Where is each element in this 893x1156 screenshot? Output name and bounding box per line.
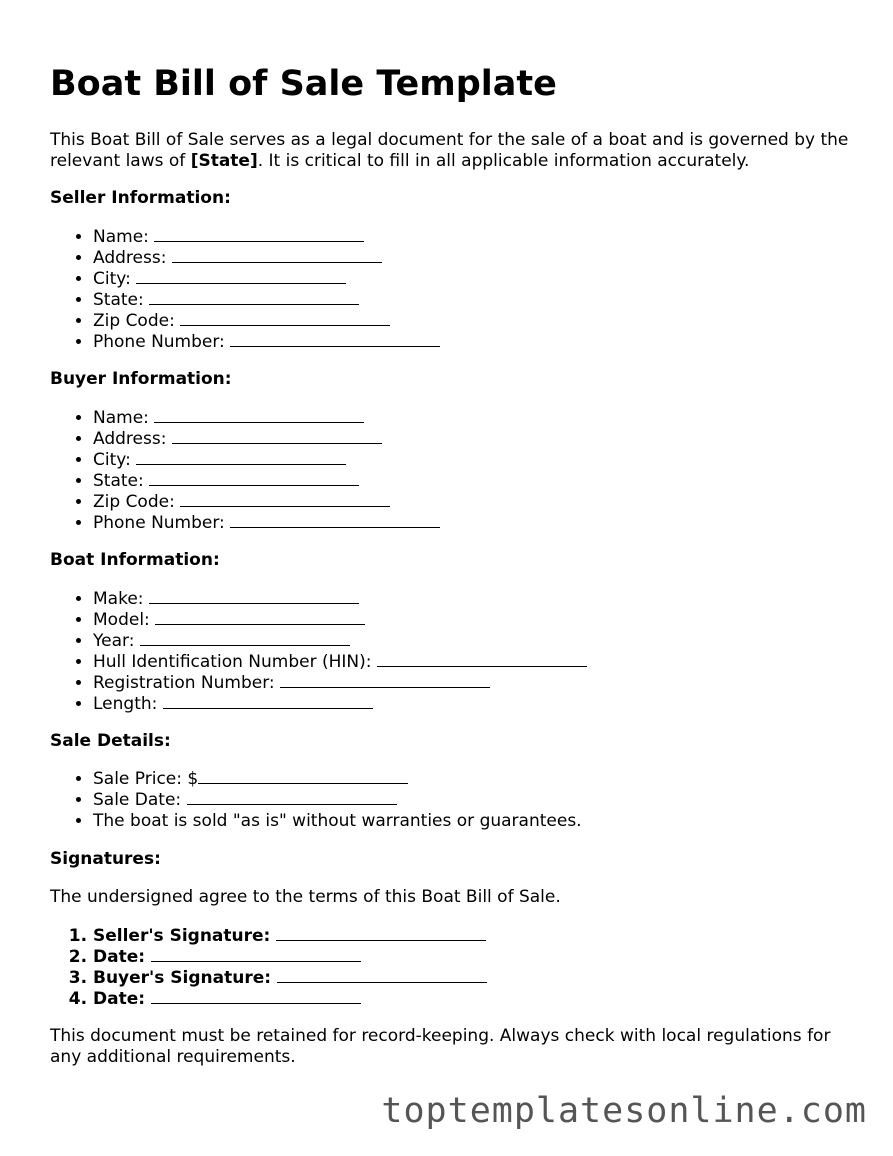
boat-model-item (93, 610, 587, 631)
field-label: Zip Code: (93, 492, 181, 512)
field-label: Make: (93, 589, 149, 609)
seller-city-blank[interactable] (136, 269, 346, 284)
seller-phone-blank[interactable] (230, 332, 440, 347)
sale-list (50, 769, 582, 832)
sale-date-item (93, 790, 582, 811)
footer-note: This document must be retained for record-keeping. Always check with local regulations for any additional requirements. (50, 1026, 831, 1067)
buyer-date-item (93, 989, 487, 1010)
intro-text-after: . It is critical to fill in all applicable information accurately. (257, 151, 750, 171)
field-label: Year: (93, 631, 140, 651)
buyer-state-blank[interactable] (149, 471, 359, 486)
seller-address-item (93, 248, 440, 269)
field-label: Name: (93, 227, 155, 247)
field-label: City: (93, 269, 137, 289)
buyer-name-item (93, 408, 440, 429)
seller-city-item (93, 269, 440, 290)
buyer-signature-blank[interactable] (277, 968, 487, 983)
page-title: Boat Bill of Sale Template (50, 64, 557, 104)
buyer-address-blank[interactable] (172, 429, 382, 444)
seller-name-blank[interactable] (154, 227, 364, 242)
sale-date-blank[interactable] (187, 790, 397, 805)
seller-zip-blank[interactable] (180, 311, 390, 326)
seller-signature-item (93, 926, 487, 947)
sale-list-wrapper (50, 769, 582, 832)
field-label: Sale Date: (93, 790, 187, 810)
field-label: Buyer's Signature: (93, 968, 277, 988)
boat-year-blank[interactable] (140, 631, 350, 646)
sale-price-blank[interactable] (198, 769, 408, 784)
seller-list (50, 227, 440, 353)
buyer-zip-item (93, 492, 440, 513)
intro-paragraph (50, 130, 850, 172)
buyer-phone-blank[interactable] (230, 513, 440, 528)
buyer-city-item (93, 450, 440, 471)
field-label: Seller's Signature: (93, 926, 277, 946)
boat-list (50, 589, 587, 715)
boat-heading: Boat Information: (50, 550, 220, 570)
buyer-list (50, 408, 440, 534)
field-label: Hull Identification Number (HIN): (93, 652, 377, 672)
field-label: Zip Code: (93, 311, 181, 331)
seller-date-blank[interactable] (151, 947, 361, 962)
buyer-signature-item (93, 968, 487, 989)
field-label: Length: (93, 694, 163, 714)
field-label: Name: (93, 408, 155, 428)
buyer-list-wrapper (50, 408, 440, 534)
field-label: Address: (93, 429, 172, 449)
seller-heading: Seller Information: (50, 188, 231, 208)
boat-hin-blank[interactable] (377, 652, 587, 667)
boat-length-blank[interactable] (163, 694, 373, 709)
boat-hin-item (93, 652, 587, 673)
boat-length-item (93, 694, 587, 715)
sale-heading: Sale Details: (50, 731, 171, 751)
boat-make-item (93, 589, 587, 610)
field-label: Address: (93, 248, 172, 268)
seller-zip-item (93, 311, 440, 332)
watermark-text: toptemplatesonline.com (381, 1091, 867, 1131)
buyer-city-blank[interactable] (136, 450, 346, 465)
field-label: Phone Number: (93, 513, 231, 533)
field-label: Registration Number: (93, 673, 281, 693)
signatures-list (50, 926, 487, 1010)
buyer-date-blank[interactable] (151, 989, 361, 1004)
boat-make-blank[interactable] (149, 589, 359, 604)
seller-phone-item (93, 332, 440, 353)
sale-as-is-item: • The boat is sold "as is" without warranties or guarantees. (93, 811, 582, 832)
intro-state-placeholder: [State] (190, 151, 258, 171)
signatures-statement: The undersigned agree to the terms of this Boat Bill of Sale. (50, 887, 561, 907)
boat-year-item (93, 631, 587, 652)
sale-price-item (93, 769, 582, 790)
buyer-heading: Buyer Information: (50, 369, 232, 389)
boat-registration-blank[interactable] (280, 673, 490, 688)
field-label: Date: (93, 989, 151, 1009)
field-label: Sale Price: $ (93, 769, 199, 789)
field-label: City: (93, 450, 137, 470)
field-label: State: (93, 290, 150, 310)
field-label: Phone Number: (93, 332, 231, 352)
buyer-address-item (93, 429, 440, 450)
boat-list-wrapper (50, 589, 587, 715)
seller-list-wrapper (50, 227, 440, 353)
seller-name-item (93, 227, 440, 248)
buyer-phone-item (93, 513, 440, 534)
seller-signature-blank[interactable] (276, 926, 486, 941)
seller-date-item (93, 947, 487, 968)
boat-registration-item (93, 673, 587, 694)
buyer-name-blank[interactable] (154, 408, 364, 423)
seller-state-blank[interactable] (149, 290, 359, 305)
intro-text-before: This Boat Bill of Sale serves as a legal document for the sale of a boat and is governed by the relevant laws of (50, 130, 849, 171)
field-label: Model: (93, 610, 156, 630)
boat-model-blank[interactable] (155, 610, 365, 625)
seller-state-item (93, 290, 440, 311)
signatures-heading: Signatures: (50, 849, 161, 869)
field-label: State: (93, 471, 150, 491)
buyer-state-item (93, 471, 440, 492)
seller-address-blank[interactable] (172, 248, 382, 263)
buyer-zip-blank[interactable] (180, 492, 390, 507)
field-label: Date: (93, 947, 151, 967)
signatures-list-wrapper (50, 926, 487, 1010)
